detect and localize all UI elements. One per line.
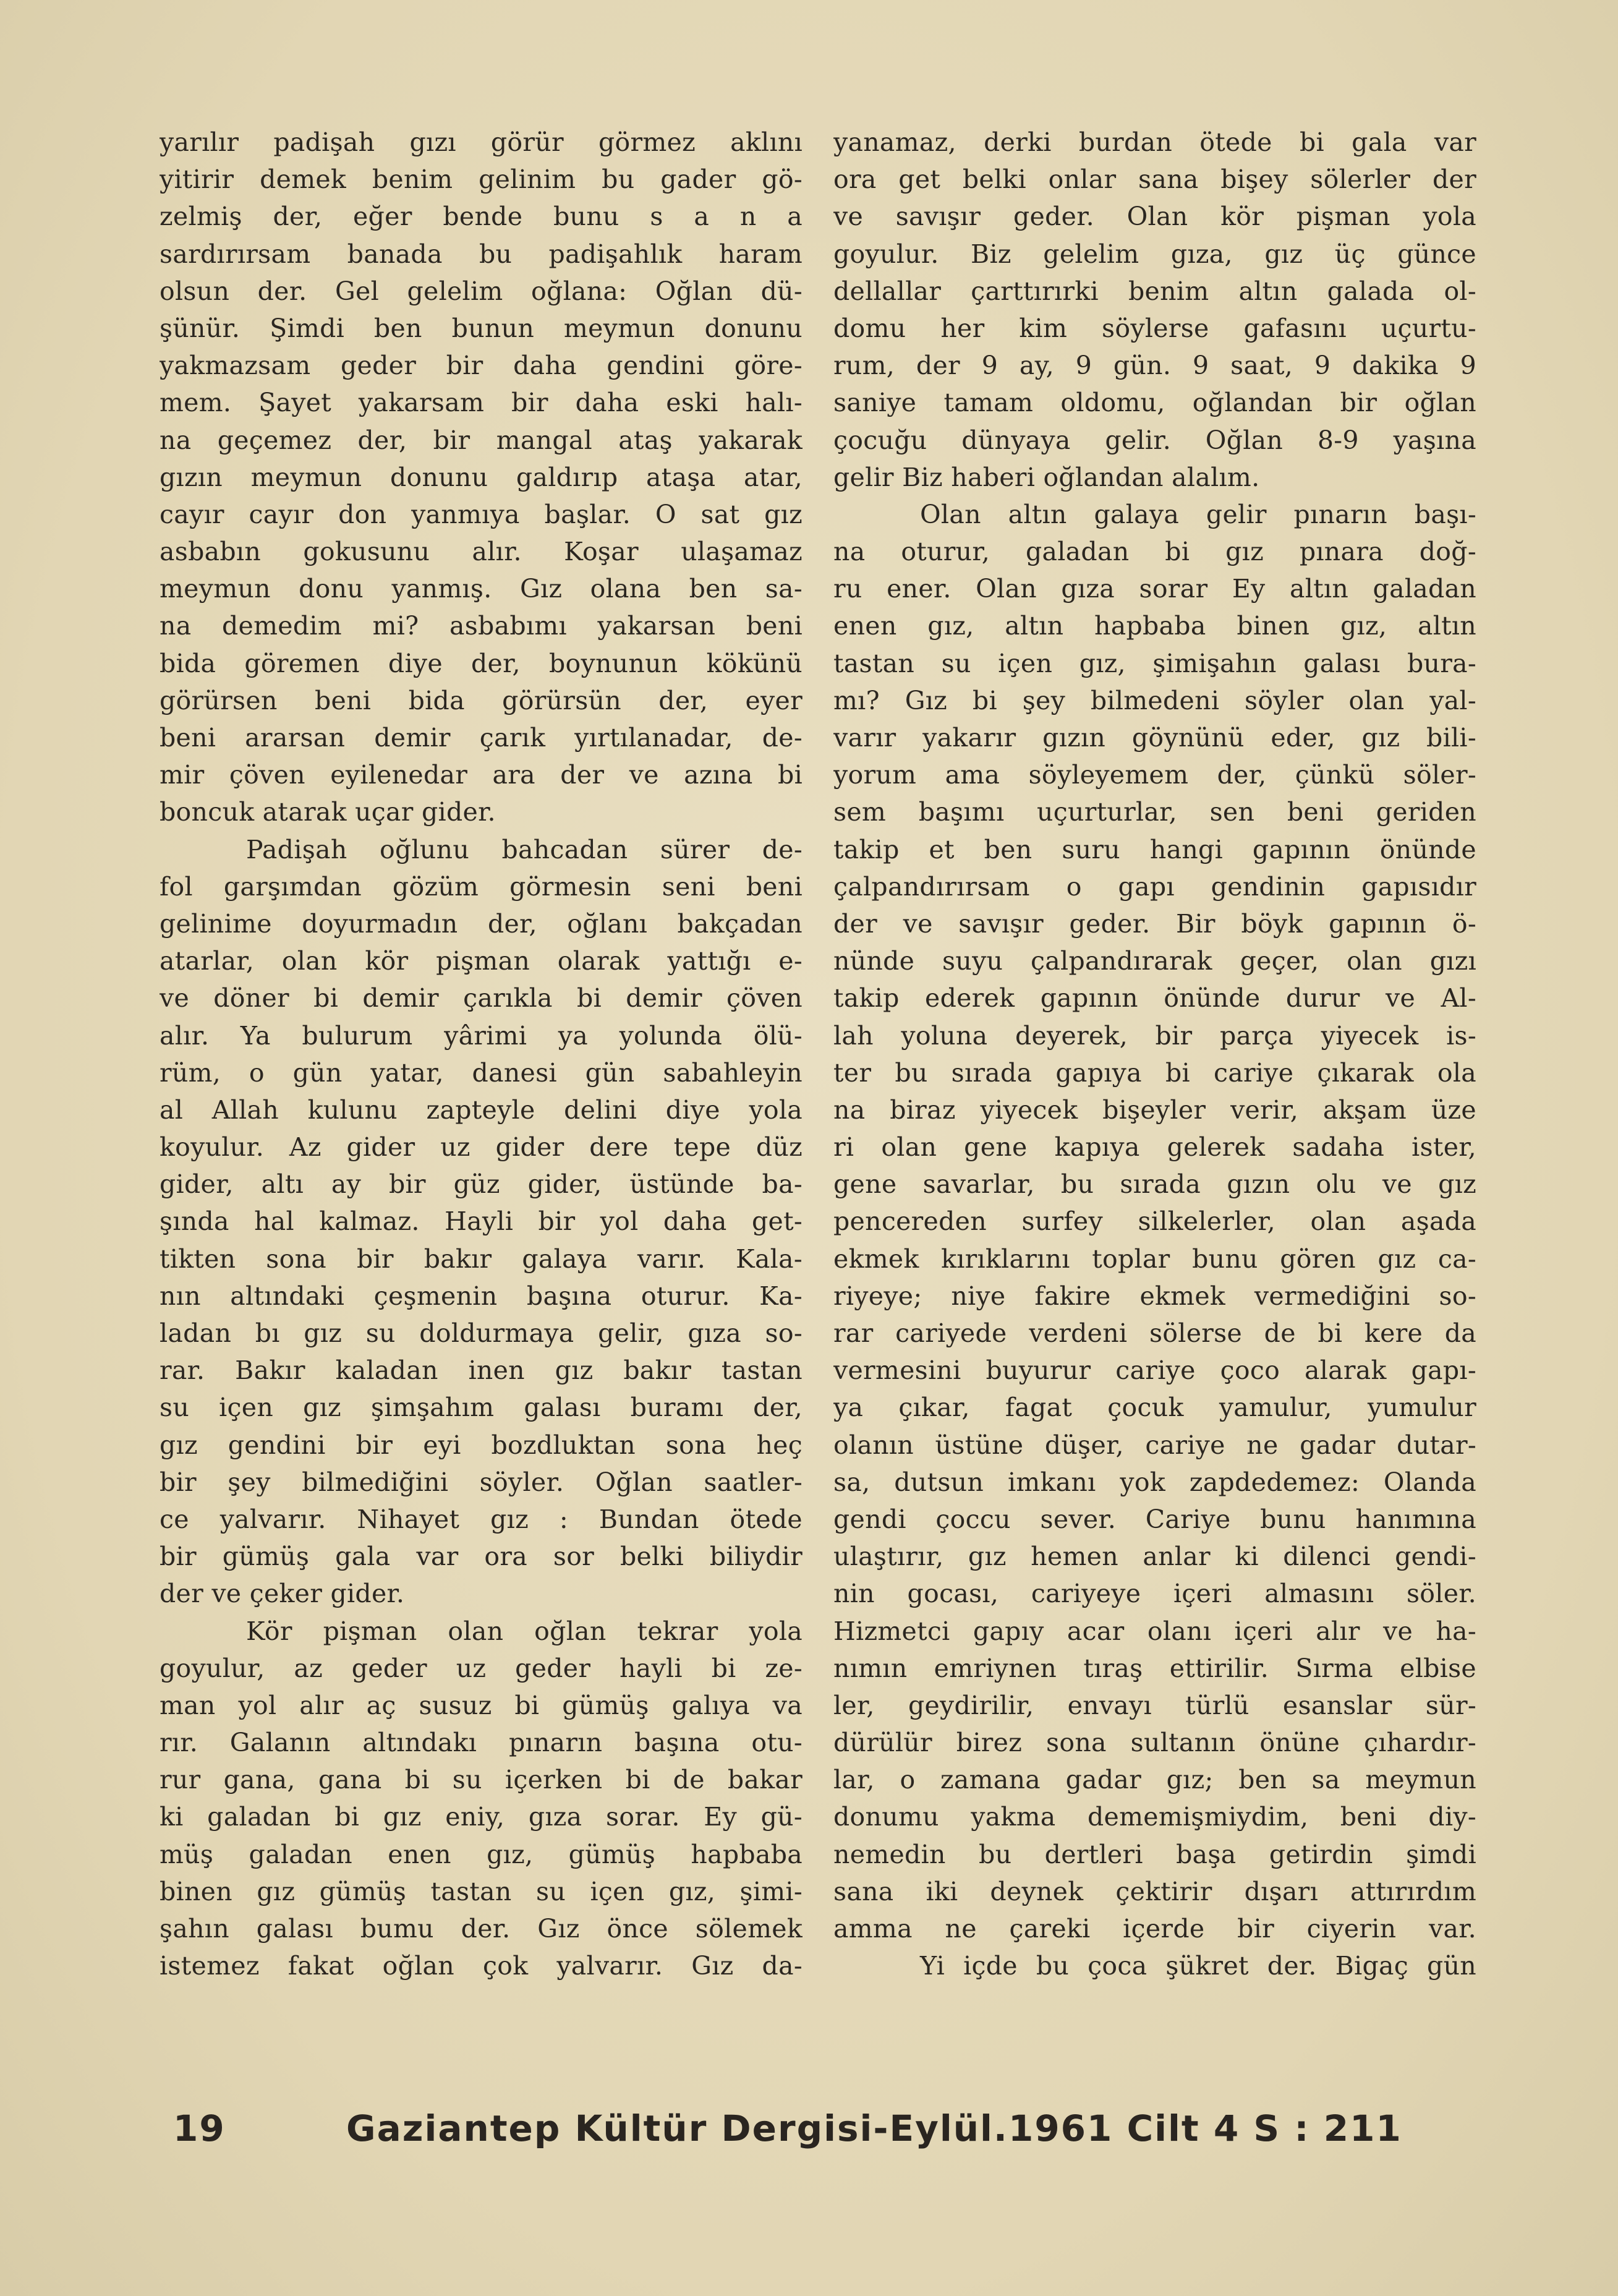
text-line: ri olan gene kapıya gelerek sadaha ister, [833,1132,1476,1163]
text-line: rur gana, gana bi su içerken bi de bakar [160,1765,803,1795]
text-line: Yi içde bu çoca şükret der. Bigaç gün [920,1951,1476,1981]
text-line: amma ne çareki içerde bir ciyerin var. [833,1914,1476,1944]
text-line: mı? Gız bi şey bilmedeni söyler olan yal- [833,685,1476,715]
text-line: goyulur. Biz gelelim gıza, gız üç günce [833,239,1476,269]
text-line: na geçemez der, bir mangal ataş yakarak [160,425,803,455]
text-line: gendi çoccu sever. Cariye bunu hanımına [833,1504,1476,1534]
text-line: man yol alır aç susuz bi gümüş galıya va [160,1690,803,1720]
text-line: mir çöven eyilenedar ara der ve azına bi [160,760,803,790]
text-line: gelir Biz haberi oğlandan alalım. [833,462,1260,492]
text-column-left [160,124,803,1984]
text-line: rüm, o gün yatar, danesi gün sabahleyin [160,1057,803,1088]
text-line: yarılır padişah gızı görür görmez aklını [160,127,803,157]
text-line: görürsen beni bida görürsün der, eyer [160,685,803,715]
text-line: der ve çeker gider. [160,1579,405,1609]
text-line: çocuğu dünyaya gelir. Oğlan 8-9 yaşına [833,425,1476,455]
text-line: takip et ben suru hangi gapının önünde [833,834,1476,864]
text-line: na demedim mi? asbabımı yakarsan beni [160,611,803,641]
text-line: goyulur, az geder uz geder hayli bi ze- [160,1653,803,1683]
text-line: domu her kim söylerse gafasını uçurtu- [833,313,1476,343]
text-line: sana iki deynek çektirir dışarı attırırdım [833,1876,1476,1906]
text-line: dürülür birez sona sultanın önüne çıhardır- [833,1728,1476,1758]
text-line: mem. Şayet yakarsam bir daha eski halı- [160,388,803,418]
text-line: ler, geydirilir, envayı türlü esanslar sür- [833,1690,1476,1720]
text-line: rar. Bakır kaladan inen gız bakır tastan [160,1355,803,1386]
text-line: tikten sona bir bakır galaya varır. Kala- [160,1244,803,1274]
text-line: istemez fakat oğlan çok yalvarır. Gız da- [160,1951,803,1981]
text-line: rır. Galanın altındakı pınarın başına otu- [160,1728,803,1758]
text-line: şünür. Şimdi ben bunun meymun donunu [160,313,803,343]
text-column-right [833,124,1476,1984]
text-line: enen gız, altın hapbaba binen gız, altın [833,611,1476,641]
text-line: na biraz yiyecek bişeyler verir, akşam üze [833,1095,1476,1125]
text-line: Hizmetci gapıy acar olanı içeri alır ve ha- [833,1616,1476,1646]
text-line: sardırırsam banada bu padişahlık haram [160,239,803,269]
page-footer [173,2107,1447,2157]
text-line: donumu yakma dememişmiydim, beni diy- [833,1802,1476,1832]
text-line: koyulur. Az gider uz gider dere tepe düz [160,1132,803,1163]
text-line: ki galadan bi gız eniy, gıza sorar. Ey gü- [160,1802,803,1832]
text-line: yanamaz, derki burdan ötede bi gala var [833,127,1476,157]
text-line: ora get belki onlar sana bişey sölerler der [833,164,1476,195]
text-line: müş galadan enen gız, gümüş hapbaba [160,1839,803,1869]
text-line: nemedin bu dertleri başa getirdin şimdi [833,1839,1476,1869]
text-line: bida göremen diye der, boynunun kökünü [160,648,803,678]
text-line: takip ederek gapının önünde durur ve Al- [833,983,1476,1014]
text-line: zelmiş der, eğer bende bunu s a n a [160,202,803,232]
text-line: yorum ama söyleyemem der, çünkü söler- [833,760,1476,790]
text-line: çalpandırırsam o gapı gendinin gapısıdır [833,871,1476,902]
journal-citation: Gaziantep Kültür Dergisi-Eylül.1961 Cilt 4 S : 211 [346,2107,1402,2149]
text-line: Olan altın galaya gelir pınarın başı- [920,499,1476,529]
text-line: nin gocası, cariyeye içeri almasını söler. [833,1579,1476,1609]
text-line: ce yalvarır. Nihayet gız : Bundan ötede [160,1504,803,1534]
text-line: al Allah kulunu zapteyle delini diye yola [160,1095,803,1125]
text-line: atarlar, olan kör pişman olarak yattığı e- [160,946,803,976]
text-line: Kör pişman olan oğlan tekrar yola [246,1616,803,1646]
text-line: ya çıkar, fagat çocuk yamulur, yumulur [833,1393,1476,1423]
text-line: rar cariyede verdeni sölerse de bi kere da [833,1318,1476,1348]
text-line: sem başımı uçurturlar, sen beni geriden [833,797,1476,827]
text-line: gene savarlar, bu sırada gızın olu ve gız [833,1169,1476,1200]
text-line: cayır cayır don yanmıya başlar. O sat gız [160,499,803,529]
text-line: bir şey bilmediğini söyler. Oğlan saatler- [160,1467,803,1497]
text-line: nın altındaki çeşmenin başına oturur. Ka- [160,1281,803,1311]
text-line: rum, der 9 ay, 9 gün. 9 saat, 9 dakika 9 [833,351,1476,381]
text-line: meymun donu yanmış. Gız olana ben sa- [160,574,803,604]
text-line: olsun der. Gel gelelim oğlana: Oğlan dü- [160,276,803,306]
text-line: şahın galası bumu der. Gız önce sölemek [160,1914,803,1944]
page-number: 19 [173,2107,226,2149]
text-line: nünde suyu çalpandırarak geçer, olan gızı [833,946,1476,976]
text-line: dellallar çarttırırki benim altın galada ol- [833,276,1476,306]
text-line: vermesini buyurur cariye çoco alarak gapı- [833,1355,1476,1386]
text-line: Padişah oğlunu bahcadan sürer de- [246,834,803,864]
text-line: na oturur, galadan bi gız pınara doğ- [833,537,1476,567]
text-line: gider, altı ay bir güz gider, üstünde ba- [160,1169,803,1200]
text-line: nımın emriynen tıraş ettirilir. Sırma elbise [833,1653,1476,1683]
text-line: varır yakarır gızın göynünü eder, gız bili- [833,723,1476,753]
text-line: bir gümüş gala var ora sor belki biliydir [160,1542,803,1572]
text-line: şında hal kalmaz. Hayli bir yol daha get- [160,1206,803,1237]
text-line: olanın üstüne düşer, cariye ne gadar dutar- [833,1430,1476,1460]
text-line: yitirir demek benim gelinim bu gader gö- [160,164,803,195]
text-line: ve savışır geder. Olan kör pişman yola [833,202,1476,232]
text-line: lar, o zamana gadar gız; ben sa meymun [833,1765,1476,1795]
text-line: sa, dutsun imkanı yok zapdedemez: Olanda [833,1467,1476,1497]
text-line: su içen gız şimşahım galası buramı der, [160,1393,803,1423]
text-line: pencereden surfey silkelerler, olan aşada [833,1206,1476,1237]
text-line: tastan su içen gız, şimişahın galası bura- [833,648,1476,678]
text-line: ru ener. Olan gıza sorar Ey altın galadan [833,574,1476,604]
text-line: gız gendini bir eyi bozdluktan sona heç [160,1430,803,1460]
text-line: fol garşımdan gözüm görmesin seni beni [160,871,803,902]
text-line: ladan bı gız su doldurmaya gelir, gıza so- [160,1318,803,1348]
text-line: binen gız gümüş tastan su içen gız, şimi- [160,1876,803,1906]
text-line: boncuk atarak uçar gider. [160,797,496,827]
text-line: lah yoluna deyerek, bir parça yiyecek is- [833,1020,1476,1051]
text-line: ter bu sırada gapıya bi cariye çıkarak ola [833,1057,1476,1088]
text-line: ve döner bi demir çarıkla bi demir çöven [160,983,803,1014]
text-line: ekmek kırıklarını toplar bunu gören gız ca- [833,1244,1476,1274]
text-line: der ve savışır geder. Bir böyk gapının ö- [833,908,1476,939]
text-line: yakmazsam geder bir daha gendini göre- [160,351,803,381]
text-line: saniye tamam oldomu, oğlandan bir oğlan [833,388,1476,418]
text-line: ulaştırır, gız hemen anlar ki dilenci gendi- [833,1542,1476,1572]
text-line: riyeye; niye fakire ekmek vermediğini so- [833,1281,1476,1311]
text-line: alır. Ya bulurum yârimi ya yolunda ölü- [160,1020,803,1051]
text-line: gelinime doyurmadın der, oğlanı bakçadan [160,908,803,939]
text-line: beni ararsan demir çarık yırtılanadar, de- [160,723,803,753]
text-line: gızın meymun donunu galdırıp ataşa atar, [160,462,803,492]
text-line: asbabın gokusunu alır. Koşar ulaşamaz [160,537,803,567]
